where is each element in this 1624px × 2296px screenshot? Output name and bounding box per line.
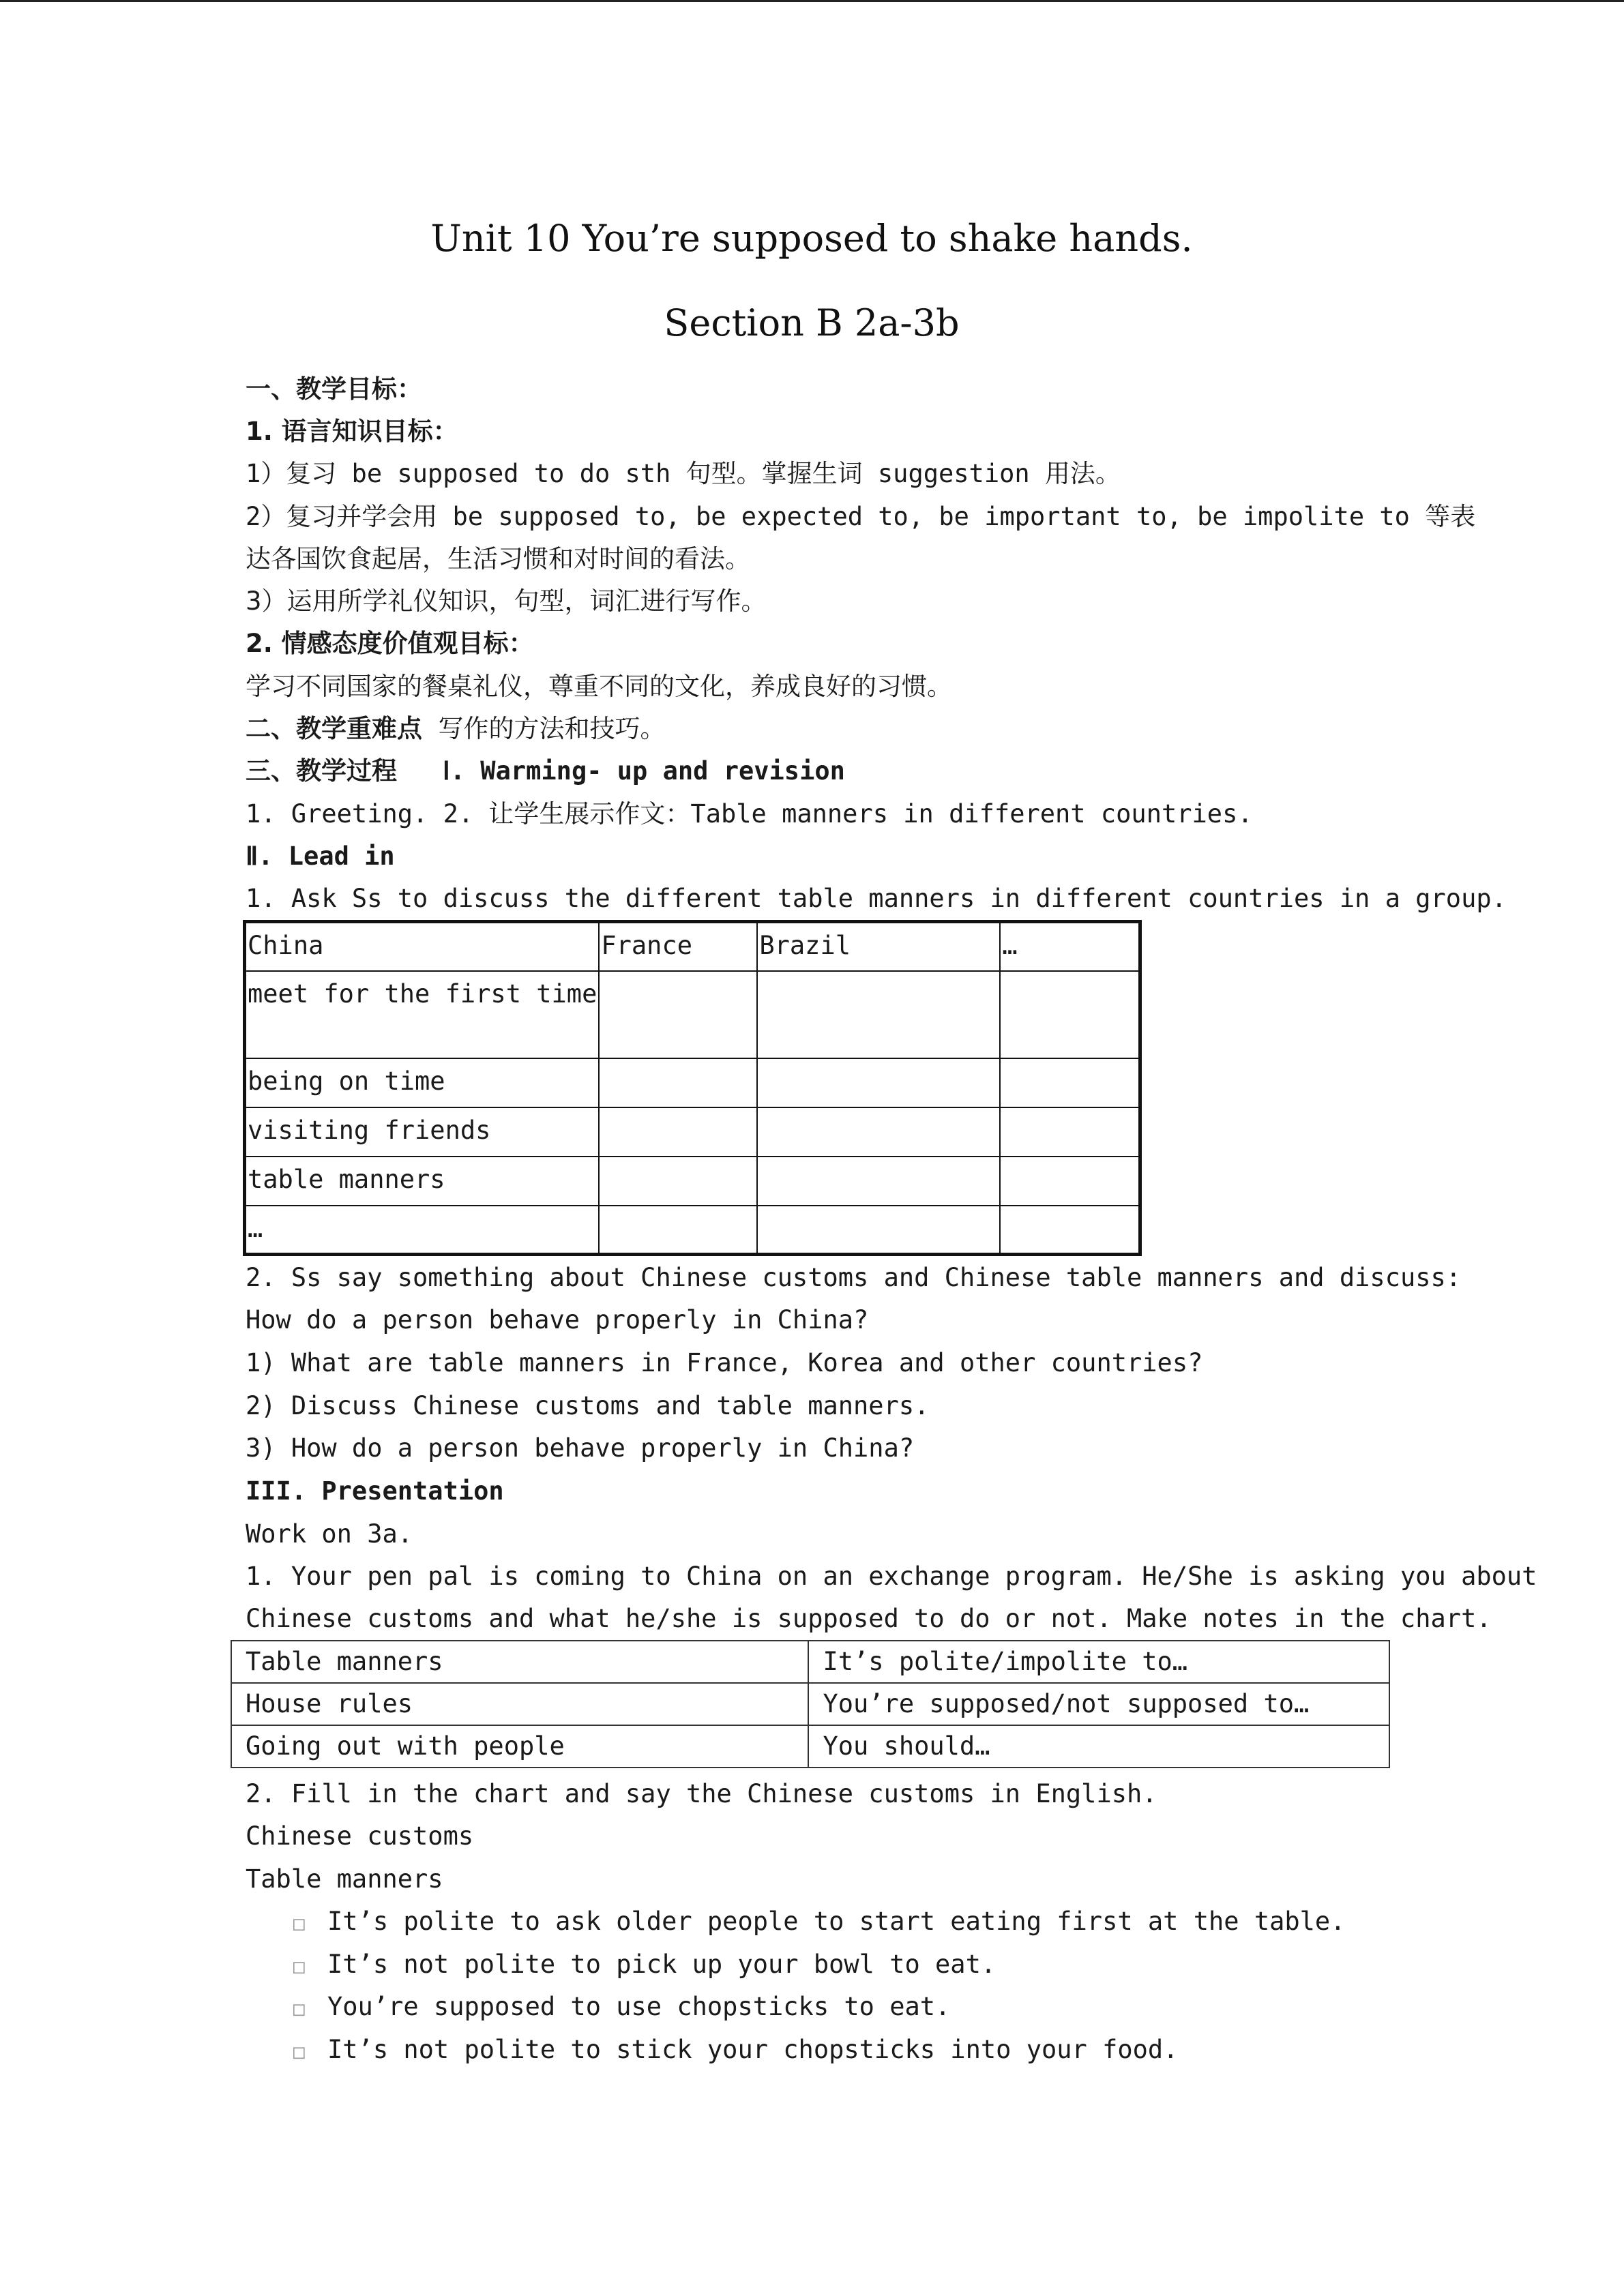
- work-on-line: Work on 3a.: [246, 1519, 413, 1549]
- header-cell-france: France: [599, 922, 757, 971]
- language-goal-1: 1）复习 be supposed to do sth 句型。掌握生词 suggestion 用法。: [246, 459, 1121, 488]
- bullet-box-icon: □: [293, 1912, 305, 1935]
- language-goal-heading: 1. 语言知识目标：: [246, 417, 458, 446]
- chart-phrase-cell: You should…: [808, 1725, 1389, 1768]
- table-row: [245, 971, 1140, 1058]
- process-line: [246, 750, 1405, 792]
- step1-heading: Ⅰ. Warming- up and revision: [442, 756, 845, 786]
- discussion-item-3: 3) How do a person behave properly in China?: [246, 1433, 915, 1463]
- empty-cell: [599, 1157, 757, 1206]
- list-item: [293, 1986, 1453, 2028]
- table-row: [231, 1725, 1389, 1768]
- list-item-text: It’s not polite to pick up your bowl to eat.: [327, 1950, 996, 1979]
- empty-cell: [1000, 1206, 1140, 1255]
- customs-comparison-table: [243, 920, 1142, 1256]
- document-subtitle: Section B 2a-3b: [664, 301, 960, 344]
- discussion-item-1: 1) What are table manners in France, Korea and other countries?: [246, 1348, 1203, 1377]
- empty-cell: [599, 971, 757, 1058]
- list-item-text: It’s not polite to stick your chopsticks into your food.: [327, 2035, 1179, 2064]
- discussion-line: 2. Ss say something about Chinese customs and Chinese table manners and discuss:: [246, 1263, 1462, 1292]
- discussion-item-2: 2) Discuss Chinese customs and table manners.: [246, 1391, 930, 1420]
- key-points-text: 写作的方法和技巧。: [438, 714, 666, 743]
- row-label-cell: …: [245, 1206, 600, 1255]
- header-cell-brazil: Brazil: [757, 922, 1000, 971]
- key-points-label: 二、教学重难点: [246, 714, 422, 743]
- step1-line: 1. Greeting. 2. 让学生展示作文：Table manners in different countries.: [246, 799, 1253, 829]
- empty-cell: [757, 971, 1000, 1058]
- empty-cell: [1000, 1058, 1140, 1107]
- step3-heading: III. Presentation: [246, 1476, 504, 1506]
- row-label-cell: being on time: [245, 1058, 600, 1107]
- table-row: [245, 1206, 1140, 1255]
- empty-cell: [757, 1157, 1000, 1206]
- chinese-customs-label: Chinese customs: [246, 1821, 474, 1851]
- step2-line: 1. Ask Ss to discuss the different table manners in different countries in a group.: [246, 884, 1507, 913]
- empty-cell: [757, 1107, 1000, 1157]
- table-row: [231, 1683, 1389, 1725]
- empty-cell: [599, 1058, 757, 1107]
- header-cell-more: …: [1000, 922, 1140, 971]
- bullet-box-icon: □: [293, 1997, 305, 2020]
- empty-cell: [1000, 1107, 1140, 1157]
- bullet-box-icon: □: [293, 2040, 305, 2063]
- pen-pal-line-1: 1. Your pen pal is coming to China on an exchange program. He/She is asking you about: [246, 1562, 1537, 1591]
- step2-heading: Ⅱ. Lead in: [246, 841, 395, 871]
- table-row: [245, 1058, 1140, 1107]
- chart-topic-cell: House rules: [231, 1683, 808, 1725]
- row-label-cell: table manners: [245, 1157, 600, 1206]
- document-title: Unit 10 You’re supposed to shake hands.: [430, 217, 1193, 260]
- table-manners-label: Table manners: [246, 1864, 443, 1894]
- list-item: [293, 1943, 1453, 1986]
- bullet-box-icon: □: [293, 1955, 305, 1978]
- notes-chart-table: [231, 1640, 1390, 1768]
- chart-phrase-cell: You’re supposed/not supposed to…: [808, 1683, 1389, 1725]
- emotion-goal: 学习不同国家的餐桌礼仪，尊重不同的文化，养成良好的习惯。: [246, 672, 952, 701]
- table-row: [245, 1157, 1140, 1206]
- list-item: [293, 2029, 1453, 2071]
- empty-cell: [757, 1206, 1000, 1255]
- header-cell-china: China: [245, 922, 600, 971]
- chart-topic-cell: Table manners: [231, 1641, 808, 1683]
- goals-heading: 一、教学目标：: [246, 374, 422, 404]
- pen-pal-line-2: Chinese customs and what he/she is supposed to do or not. Make notes in the chart.: [246, 1604, 1492, 1633]
- row-label-cell: meet for the first time: [245, 971, 600, 1058]
- fill-chart-line: 2. Fill in the chart and say the Chinese customs in English.: [246, 1779, 1157, 1808]
- empty-cell: [1000, 1157, 1140, 1206]
- empty-cell: [599, 1206, 757, 1255]
- process-label: 三、教学过程: [246, 756, 397, 786]
- list-item-text: It’s polite to ask older people to start eating first at the table.: [327, 1907, 1346, 1936]
- top-border-line: [0, 0, 1624, 2]
- row-label-cell: visiting friends: [245, 1107, 600, 1157]
- table-row: [245, 1107, 1140, 1157]
- language-goal-3: 3）运用所学礼仪知识，句型，词汇进行写作。: [246, 586, 767, 616]
- language-goal-2: 2）复习并学会用 be supposed to, be expected to, be important to, be impolite to 等表: [246, 502, 1476, 531]
- discussion-question: How do a person behave properly in China?: [246, 1305, 869, 1335]
- key-points-line: [246, 708, 1405, 750]
- empty-cell: [1000, 971, 1140, 1058]
- empty-cell: [599, 1107, 757, 1157]
- chart-phrase-cell: It’s polite/impolite to…: [808, 1641, 1389, 1683]
- list-item-text: You’re supposed to use chopsticks to eat.: [327, 1992, 951, 2021]
- list-item: [293, 1900, 1453, 1943]
- empty-cell: [757, 1058, 1000, 1107]
- table-row: [231, 1641, 1389, 1683]
- table-header-row: [245, 922, 1140, 971]
- language-goal-2-cont: 达各国饮食起居，生活习惯和对时间的看法。: [246, 544, 750, 573]
- chart-topic-cell: Going out with people: [231, 1725, 808, 1768]
- emotion-goal-heading: 2. 情感态度价值观目标：: [246, 629, 534, 658]
